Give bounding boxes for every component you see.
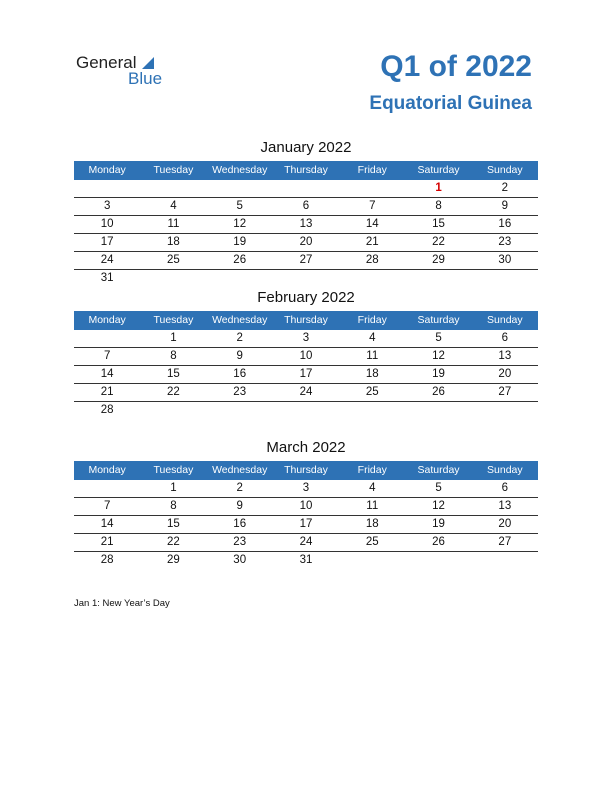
day-cell [74,180,140,197]
day-cell [472,402,538,419]
day-cell: 31 [100,272,114,284]
day-cell: 24 [299,386,313,398]
day-cell: 3 [302,332,310,344]
weekday-label: Thursday [284,164,328,176]
day-cell: 15 [167,368,180,380]
day-cell: 4 [369,332,376,344]
day-cell: 7 [369,200,376,212]
day-cell: 19 [432,368,445,380]
day-cell: 19 [233,236,247,248]
month-march [74,437,538,569]
day-cell: 21 [100,386,114,398]
day-cell: 30 [498,254,512,266]
weekday-label: Wednesday [212,164,268,176]
day-cell [339,180,405,197]
month-february [74,287,538,419]
day-cell [339,402,405,419]
day-cell [339,270,405,287]
day-cell: 25 [365,386,379,398]
day-cell: 10 [299,500,313,512]
day-cell: 10 [299,350,313,362]
day-cell: 6 [501,332,509,344]
day-cell [273,402,339,419]
day-cell: 29 [167,554,180,566]
day-cell [405,552,471,569]
week-row [74,348,538,366]
weekday-label: Sunday [487,164,523,176]
day-cell: 2 [236,332,243,344]
day-cell: 20 [299,236,313,248]
week-row [74,180,538,198]
day-cell: 22 [432,236,445,248]
day-cell: 11 [167,218,180,230]
month-january [74,137,538,287]
day-cell: 27 [498,536,512,548]
day-cell: 5 [435,482,442,494]
day-cell: 4 [369,482,376,494]
week-row [74,480,538,498]
week-row [74,516,538,534]
logo-blue-text: Blue [128,69,163,88]
weekday-label: Thursday [284,464,328,476]
day-cell: 13 [498,350,512,362]
weekday-label: Saturday [417,314,460,326]
day-cell: 23 [233,386,247,398]
day-cell: 15 [432,218,445,230]
day-cell [207,402,273,419]
day-cell: 31 [299,554,313,566]
day-cell [140,180,206,197]
weekday-label: Friday [357,314,387,326]
day-cell: 6 [501,482,509,494]
day-cell: 19 [432,518,445,530]
logo-general-text: General [76,53,137,72]
page-title: Q1 of 2022 [380,50,532,83]
weekday-label: Friday [357,464,387,476]
day-cell: 1 [170,332,177,344]
weekday-label: Tuesday [153,164,194,176]
weekday-header [74,311,538,330]
day-cell: 16 [233,368,247,380]
week-row [74,366,538,384]
weekday-label: Tuesday [153,314,194,326]
weekday-label: Sunday [487,464,523,476]
week-row [74,252,538,270]
week-row [74,498,538,516]
day-cell [74,480,140,497]
day-cell: 25 [365,536,379,548]
day-cell: 6 [302,200,310,212]
week-row [74,234,538,252]
day-cell: 8 [170,350,177,362]
day-cell: 27 [299,254,313,266]
day-cell: 11 [366,500,379,512]
day-cell: 9 [236,500,243,512]
day-cell: 18 [365,518,379,530]
day-cell: 1 [170,482,177,494]
day-cell: 22 [167,536,180,548]
weekday-label: Saturday [417,164,460,176]
day-cell: 17 [100,236,114,248]
day-cell: 18 [167,236,180,248]
day-cell: 2 [501,182,509,194]
day-cell: 26 [233,254,247,266]
day-cell: 16 [233,518,247,530]
day-cell: 20 [498,518,512,530]
day-cell: 14 [100,518,114,530]
day-cell [273,180,339,197]
weekday-label: Monday [88,164,126,176]
day-cell: 23 [498,236,512,248]
day-cell: 23 [233,536,247,548]
day-cell: 2 [236,482,243,494]
day-cell: 24 [100,254,114,266]
day-cell [207,270,273,287]
day-cell: 9 [236,350,243,362]
week-row [74,534,538,552]
weekday-label: Thursday [284,314,328,326]
weekday-label: Tuesday [153,464,194,476]
day-cell: 30 [233,554,247,566]
day-cell: 16 [498,218,512,230]
day-cell: 8 [170,500,177,512]
day-cell: 24 [299,536,313,548]
day-cell: 5 [236,200,243,212]
day-cell [273,270,339,287]
day-cell: 8 [435,200,442,212]
week-row [74,552,538,569]
day-cell [339,552,405,569]
day-cell: 12 [432,350,445,362]
day-cell: 27 [498,386,512,398]
weekday-label: Wednesday [212,464,268,476]
day-cell: 1 [435,182,442,194]
week-row [74,330,538,348]
weekday-label: Monday [88,314,126,326]
day-cell [472,552,538,569]
day-cell: 17 [299,368,313,380]
week-row [74,216,538,234]
day-cell: 17 [299,518,313,530]
day-cell: 12 [233,218,247,230]
day-cell: 4 [170,200,177,212]
country-name: Equatorial Guinea [369,93,532,114]
day-cell: 28 [100,554,114,566]
month-title: March 2022 [266,439,346,456]
day-cell: 7 [103,500,111,512]
day-cell: 26 [432,386,445,398]
day-cell: 26 [432,536,445,548]
day-cell: 15 [167,518,180,530]
day-cell: 12 [432,500,445,512]
day-cell: 7 [103,350,111,362]
week-row [74,270,538,287]
day-cell [472,270,538,287]
day-cell: 3 [103,200,111,212]
day-cell: 14 [100,368,114,380]
weekday-label: Monday [88,464,126,476]
day-cell: 28 [100,404,114,416]
weekday-label: Friday [357,164,387,176]
day-cell [140,402,206,419]
month-title: February 2022 [257,289,355,306]
day-cell: 11 [366,350,379,362]
weekday-label: Sunday [487,314,523,326]
week-row [74,384,538,402]
weekday-header [74,461,538,480]
day-cell: 9 [501,200,509,212]
day-cell: 10 [100,218,114,230]
day-cell: 21 [365,236,379,248]
day-cell [405,402,471,419]
day-cell: 25 [167,254,180,266]
day-cell: 20 [498,368,512,380]
day-cell: 14 [365,218,379,230]
weekday-header [74,161,538,180]
day-cell: 21 [100,536,114,548]
day-cell: 13 [299,218,313,230]
day-cell: 28 [365,254,379,266]
holiday-note: Jan 1: New Year’s Day [74,598,170,609]
day-cell: 29 [432,254,445,266]
day-cell [140,270,206,287]
weekday-label: Saturday [417,464,460,476]
day-cell: 18 [365,368,379,380]
day-cell: 3 [302,482,310,494]
day-cell [405,270,471,287]
day-cell: 13 [498,500,512,512]
day-cell [74,330,140,347]
day-cell [207,180,273,197]
week-row [74,402,538,419]
month-title: January 2022 [260,139,352,156]
day-cell: 5 [435,332,442,344]
day-cell: 22 [167,386,180,398]
generalblue-logo [76,53,176,89]
weekday-label: Wednesday [212,314,268,326]
week-row [74,198,538,216]
